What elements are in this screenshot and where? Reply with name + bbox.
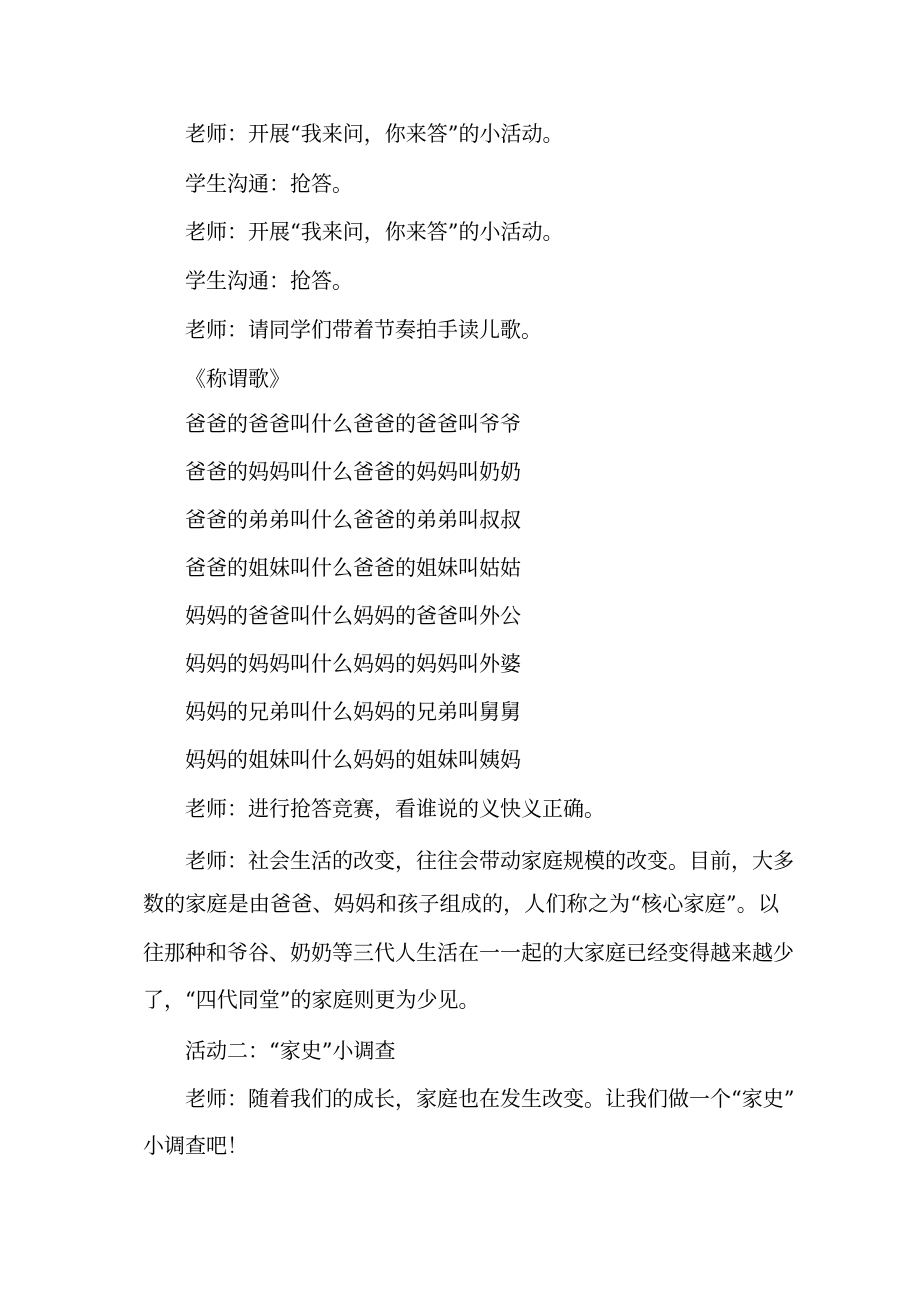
quiz-line: 老师：进行抢答竞赛，看谁说的义快义正确。	[185, 797, 605, 821]
paragraph-line: 数的家庭是由爸爸、妈妈和孩子组成的，人们称之为“核心家庭”。以	[143, 892, 779, 916]
song-line: 妈妈的爸爸叫什么妈妈的爸爸叫外公	[185, 604, 521, 628]
paragraph-line: 了，“四代同堂”的家庭则更为少见。	[143, 988, 480, 1012]
song-title: 《称谓歌》	[185, 367, 290, 391]
song-line: 爸爸的爸爸叫什么爸爸的爸爸叫爷爷	[185, 412, 521, 436]
dialogue-line: 学生沟通：抢答。	[185, 269, 353, 293]
dialogue-line: 老师：开展“我来问，你来答”的小活动。	[185, 122, 564, 146]
paragraph-line: 老师：社会生活的改变，往往会带动家庭规模的改变。目前，大多	[185, 849, 794, 873]
song-line: 爸爸的弟弟叫什么爸爸的弟弟叫叔叔	[185, 508, 521, 532]
song-line: 爸爸的姐妹叫什么爸爸的姐妹叫姑姑	[185, 556, 521, 580]
dialogue-line: 老师：请同学们带着节奏拍手读儿歌。	[185, 318, 542, 342]
paragraph-line: 往那种和爷谷、奶奶等三代人生活在一一起的大家庭已经变得越来越少	[143, 941, 794, 965]
dialogue-line: 老师：开展“我来问，你来答”的小活动。	[185, 220, 564, 244]
song-line: 妈妈的兄弟叫什么妈妈的兄弟叫舅舅	[185, 700, 521, 724]
paragraph-line: 小调查吧！	[143, 1134, 248, 1158]
song-line: 妈妈的妈妈叫什么妈妈的妈妈叫外婆	[185, 652, 521, 676]
song-line: 爸爸的妈妈叫什么爸爸的妈妈叫奶奶	[185, 460, 521, 484]
dialogue-line: 学生沟通：抢答。	[185, 172, 353, 196]
activity-heading: 活动二：“家史”小调查	[185, 1039, 396, 1063]
song-line: 妈妈的姐妹叫什么妈妈的姐妹叫姨妈	[185, 748, 521, 772]
paragraph-line: 老师：随着我们的成长，家庭也在发生改变。让我们做一个“家史”	[185, 1087, 795, 1111]
